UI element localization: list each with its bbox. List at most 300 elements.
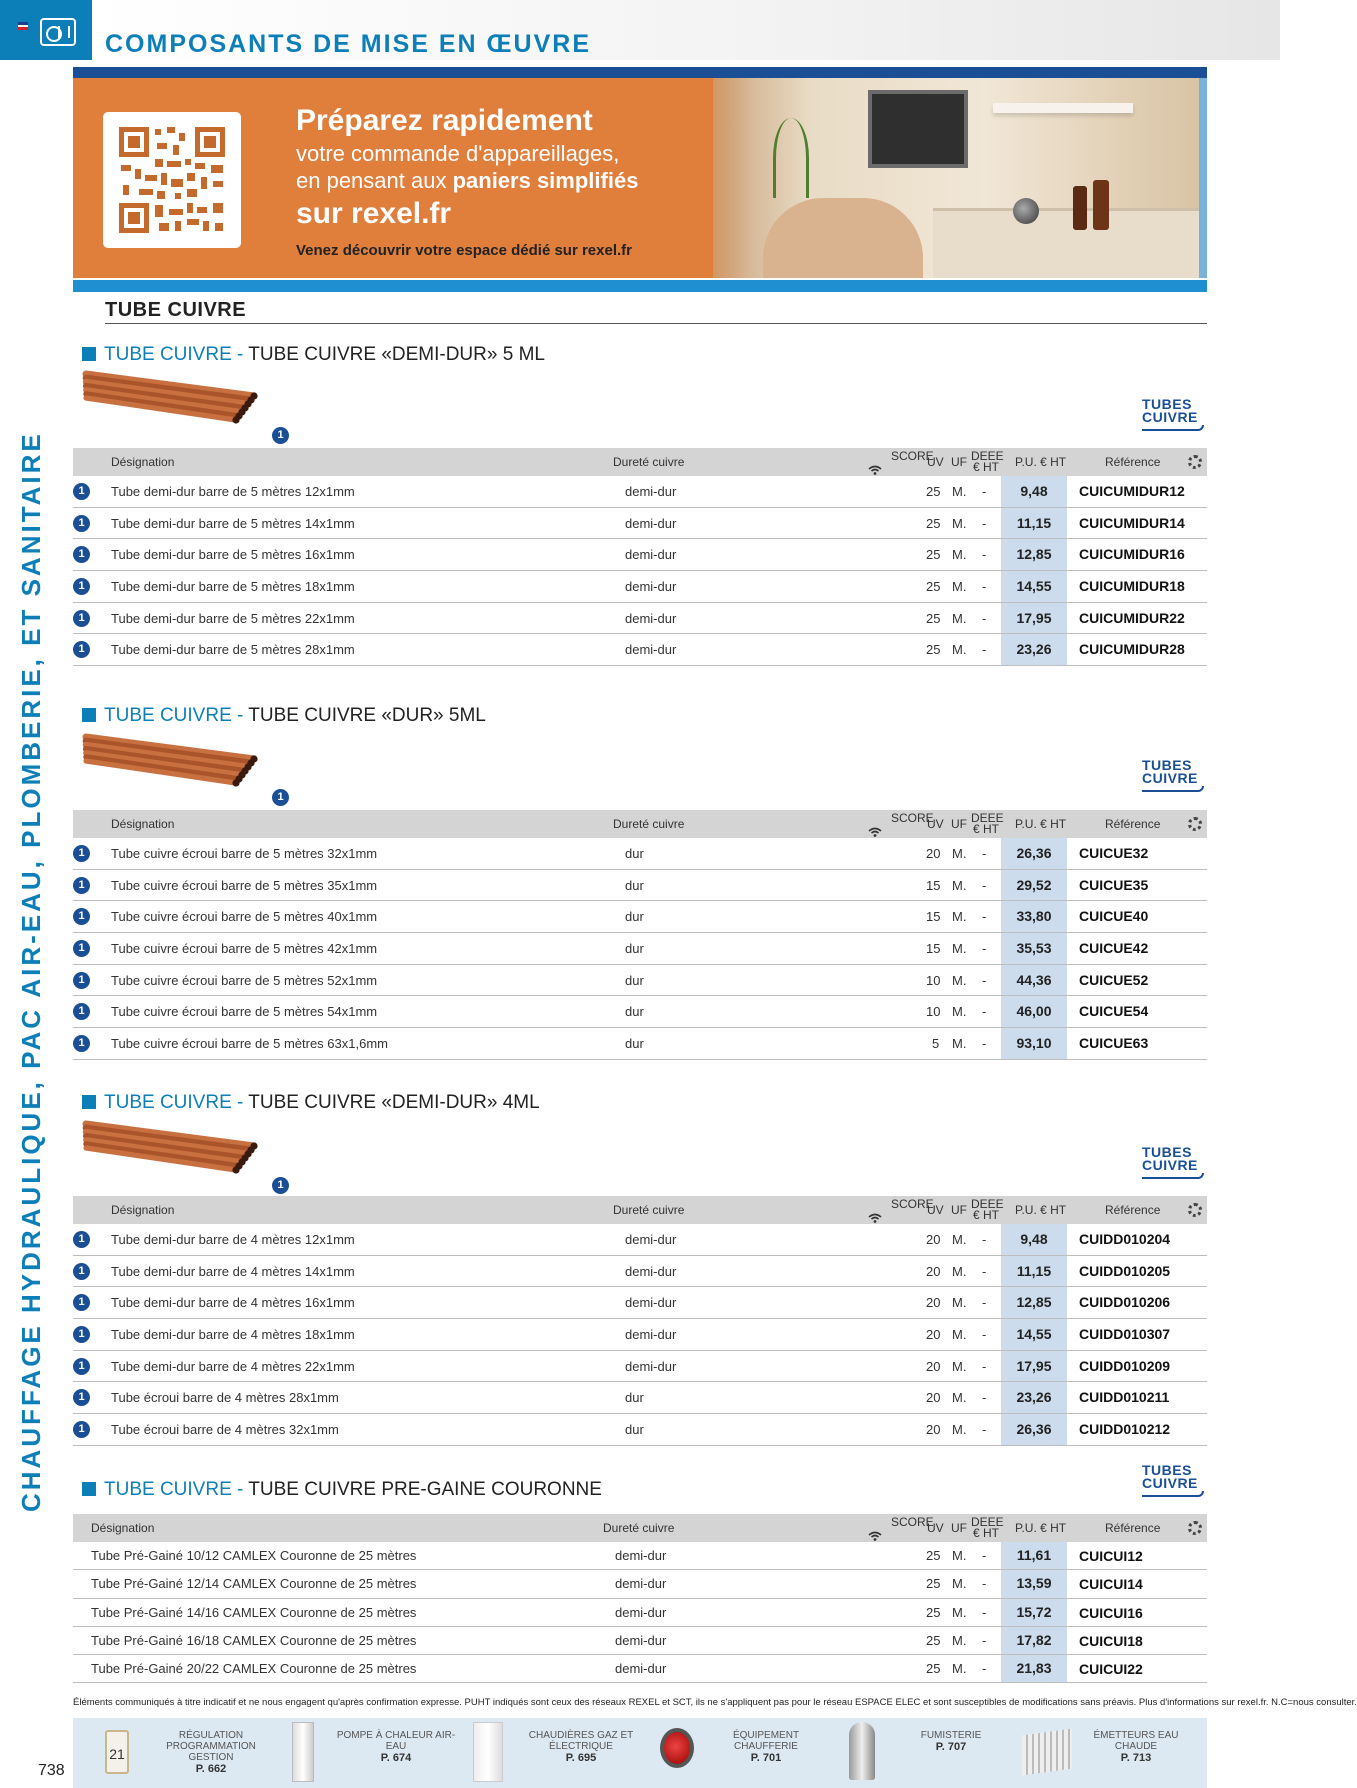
promo-headline: Préparez rapidement	[296, 104, 593, 137]
footer-link[interactable]	[276, 1718, 456, 1788]
table-row[interactable]	[73, 1570, 1207, 1598]
col-designation: Désignation	[111, 455, 175, 469]
col-deee	[971, 811, 1004, 836]
row-uv: 25	[926, 1548, 941, 1563]
row-reference[interactable]: CUIDD010212	[1079, 1421, 1171, 1438]
row-reference[interactable]: CUICUE32	[1079, 845, 1149, 861]
col-uf: UF	[951, 455, 967, 469]
row-deee: -	[982, 1232, 987, 1247]
section-category: TUBE CUIVRE	[104, 344, 232, 365]
table-row[interactable]	[73, 476, 1207, 508]
row-uf: M.	[952, 579, 967, 595]
promo-banner[interactable]	[73, 78, 1207, 278]
row-uv: 15	[926, 941, 941, 957]
product-badge: 1	[272, 1177, 289, 1194]
row-deee: -	[982, 1004, 987, 1020]
col-reference: Référence	[1105, 1521, 1161, 1535]
row-badge: 1	[73, 1389, 90, 1406]
row-reference[interactable]: CUICUE35	[1079, 876, 1149, 893]
table-row[interactable]	[73, 965, 1207, 997]
col-eco-score	[891, 449, 934, 463]
row-reference[interactable]: CUIDD010206	[1079, 1294, 1171, 1311]
window-strip	[1199, 78, 1207, 278]
row-durete: demi-dur	[625, 1327, 677, 1343]
table-row[interactable]	[73, 634, 1207, 666]
row-deee: -	[982, 1358, 987, 1374]
row-price: 23,26	[1001, 634, 1067, 665]
row-price: 93,10	[1001, 1028, 1067, 1059]
row-durete: dur	[625, 1390, 644, 1406]
row-uv: 20	[926, 1390, 941, 1406]
sphere-picture	[1013, 198, 1039, 224]
row-reference[interactable]: CUICUMIDUR16	[1079, 546, 1185, 563]
row-designation: Tube demi-dur barre de 4 mètres 14x1mm	[111, 1263, 355, 1279]
row-uv: 25	[926, 610, 941, 626]
row-uf: M.	[952, 909, 967, 925]
tubes-cuivre-logo	[1142, 398, 1210, 438]
col-eco-score	[891, 1197, 934, 1211]
row-price: 14,55	[1001, 571, 1067, 602]
footer-link-page: P. 713	[1120, 1752, 1152, 1764]
row-durete: dur	[625, 941, 644, 957]
section-category: TUBE CUIVRE	[104, 1479, 232, 1500]
table-row[interactable]	[73, 901, 1207, 933]
row-price: 17,95	[1001, 1351, 1067, 1382]
row-deee: -	[982, 1576, 987, 1592]
row-deee: -	[982, 579, 987, 595]
row-durete: demi-dur	[625, 484, 677, 499]
col-uv: UV	[927, 1203, 944, 1217]
row-uv: 15	[926, 877, 941, 893]
row-uv: 25	[926, 484, 941, 499]
settings-icon[interactable]	[1188, 1521, 1202, 1535]
row-uv: 25	[926, 1604, 941, 1620]
row-uv: 25	[926, 547, 941, 563]
row-deee: -	[982, 1036, 987, 1052]
product-table	[73, 1196, 1207, 1446]
section-marker	[82, 708, 96, 722]
row-uf: M.	[952, 941, 967, 957]
promo-cta[interactable]: Venez découvrir votre espace dédié sur rexel.fr	[296, 242, 632, 259]
row-durete: dur	[625, 1036, 644, 1052]
footer-link-label	[521, 1730, 641, 1764]
col-deee	[971, 1197, 1004, 1222]
row-reference[interactable]: CUICUE52	[1079, 971, 1149, 988]
section-category: TUBE CUIVRE	[104, 705, 232, 726]
row-uv: 20	[926, 1295, 941, 1311]
col-uv: UV	[927, 1521, 944, 1535]
copper-tube-image	[84, 1120, 274, 1180]
row-designation: Tube demi-dur barre de 4 mètres 16x1mm	[111, 1295, 355, 1311]
row-deee: -	[982, 1422, 987, 1438]
table-header	[73, 448, 1207, 476]
product-table	[73, 1514, 1207, 1683]
brand-underline	[1142, 425, 1204, 431]
section-separator: -	[231, 705, 249, 726]
row-uv: 20	[926, 1327, 941, 1343]
col-durete: Dureté cuivre	[613, 1203, 685, 1217]
row-designation: Tube demi-dur barre de 5 mètres 12x1mm	[111, 484, 355, 499]
row-badge: 1	[73, 972, 90, 989]
row-uf: M.	[952, 1632, 967, 1648]
table-row[interactable]	[73, 1224, 1207, 1256]
armchair-picture	[763, 198, 923, 278]
row-uv: 25	[926, 1632, 941, 1648]
subsection-rule	[105, 323, 1207, 324]
settings-icon[interactable]	[1188, 817, 1202, 831]
subsection-title: TUBE CUIVRE	[105, 299, 247, 321]
row-deee: -	[982, 1661, 987, 1677]
col-price: P.U. € HT	[1015, 455, 1067, 469]
footer-nav	[73, 1718, 1207, 1788]
row-uf: M.	[952, 515, 967, 531]
row-durete: demi-dur	[615, 1604, 667, 1620]
row-designation: Tube demi-dur barre de 4 mètres 22x1mm	[111, 1358, 355, 1374]
col-price: P.U. € HT	[1015, 1203, 1067, 1217]
col-uv: UV	[927, 455, 944, 469]
footer-label-text: ÉMETTEURS EAU CHAUDE	[1093, 1730, 1179, 1752]
brand-underline	[1142, 786, 1204, 792]
row-reference[interactable]: CUICUI18	[1079, 1632, 1143, 1649]
col-deee	[971, 449, 1004, 474]
row-durete: demi-dur	[625, 1358, 677, 1374]
row-reference[interactable]: CUICUE54	[1079, 1003, 1149, 1020]
section-marker	[82, 1482, 96, 1496]
row-price: 29,52	[1001, 870, 1067, 901]
row-price: 13,59	[1001, 1570, 1067, 1597]
table-row[interactable]	[73, 1256, 1207, 1288]
row-durete: demi-dur	[625, 515, 677, 531]
brand-underline	[1142, 1173, 1204, 1179]
row-price: 35,53	[1001, 933, 1067, 964]
col-eco-line: SCORE	[891, 811, 934, 825]
plant-picture	[773, 118, 809, 198]
row-badge: 1	[73, 845, 90, 862]
copper-tube-image	[84, 733, 274, 793]
col-eco-line: SCORE	[891, 449, 934, 463]
copper-tube-image	[84, 370, 274, 430]
row-deee: -	[982, 877, 987, 893]
tubes-cuivre-logo	[1142, 759, 1210, 799]
row-durete: dur	[625, 846, 644, 861]
brand-line: TUBES	[1142, 757, 1192, 773]
row-durete: demi-dur	[625, 1263, 677, 1279]
row-designation: Tube cuivre écroui barre de 5 mètres 42x1mm	[111, 941, 378, 957]
row-designation: Tube cuivre écroui barre de 5 mètres 52x1mm	[111, 972, 378, 988]
row-price: 33,80	[1001, 901, 1067, 932]
col-deee-line: € HT	[972, 460, 999, 474]
row-badge: 1	[73, 940, 90, 957]
row-deee: -	[982, 1548, 987, 1563]
row-designation: Tube écroui barre de 4 mètres 32x1mm	[111, 1422, 339, 1438]
vase-picture	[1073, 186, 1087, 230]
row-deee: -	[982, 1263, 987, 1279]
row-uv: 15	[926, 909, 941, 925]
row-uf: M.	[952, 1036, 967, 1052]
row-badge: 1	[73, 546, 90, 563]
footer-link-page: P. 662	[195, 1763, 227, 1775]
table-row[interactable]	[73, 933, 1207, 965]
row-reference[interactable]: CUIDD010204	[1079, 1231, 1171, 1247]
row-uf: M.	[952, 484, 967, 499]
section-heading	[82, 1092, 540, 1114]
col-uv: UV	[927, 817, 944, 831]
heat-pump-icon	[40, 18, 76, 46]
col-deee-line: € HT	[972, 1208, 999, 1222]
row-designation: Tube demi-dur barre de 5 mètres 22x1mm	[111, 610, 355, 626]
row-uf: M.	[952, 1604, 967, 1620]
section-marker	[82, 1095, 96, 1109]
row-uf: M.	[952, 1661, 967, 1677]
footer-link-page: P. 707	[935, 1741, 967, 1753]
row-reference[interactable]: CUICUI22	[1079, 1661, 1143, 1678]
row-price: 9,48	[1001, 1224, 1067, 1255]
row-uf: M.	[952, 1390, 967, 1406]
row-uf: M.	[952, 642, 967, 658]
footer-thumbnail	[91, 1722, 151, 1778]
table-header	[73, 810, 1207, 838]
row-price: 9,48	[1001, 476, 1067, 507]
col-reference: Référence	[1105, 817, 1161, 831]
row-designation: Tube demi-dur barre de 5 mètres 18x1mm	[111, 579, 355, 595]
row-badge: 1	[73, 1294, 90, 1311]
row-durete: dur	[625, 877, 644, 893]
row-durete: dur	[625, 1422, 644, 1438]
row-reference[interactable]: CUICUI16	[1079, 1604, 1143, 1621]
row-price: 17,95	[1001, 603, 1067, 634]
row-reference[interactable]: CUICUE63	[1079, 1035, 1149, 1052]
row-price: 12,85	[1001, 1287, 1067, 1318]
row-uf: M.	[952, 972, 967, 988]
row-reference[interactable]: CUIDD010211	[1079, 1389, 1170, 1406]
row-designation: Tube demi-dur barre de 5 mètres 14x1mm	[111, 515, 355, 531]
row-price: 26,36	[1001, 1414, 1067, 1445]
settings-icon[interactable]	[1188, 455, 1202, 469]
table-row[interactable]	[73, 571, 1207, 603]
col-uf: UF	[951, 817, 967, 831]
row-deee: -	[982, 610, 987, 626]
row-uf: M.	[952, 1004, 967, 1020]
row-deee: -	[982, 1604, 987, 1620]
row-reference[interactable]: CUICUE40	[1079, 908, 1149, 925]
footer-link[interactable]	[831, 1718, 1011, 1788]
row-durete: demi-dur	[625, 610, 677, 626]
footer-thumbnail	[461, 1722, 521, 1778]
col-durete: Dureté cuivre	[613, 817, 685, 831]
tv-picture	[868, 90, 968, 168]
row-durete: demi-dur	[625, 1295, 677, 1311]
row-badge: 1	[73, 1326, 90, 1343]
promo-site[interactable]: sur rexel.fr	[296, 197, 452, 230]
row-durete: demi-dur	[625, 1232, 677, 1247]
table-row[interactable]	[73, 1414, 1207, 1446]
row-designation: Tube cuivre écroui barre de 5 mètres 40x1mm	[111, 909, 378, 925]
table-row[interactable]	[73, 1542, 1207, 1570]
flag-icon	[18, 22, 28, 30]
row-durete: demi-dur	[625, 642, 677, 658]
footer-thumbnail	[1016, 1722, 1076, 1778]
row-uf: M.	[952, 846, 967, 861]
banner-fade	[643, 78, 753, 278]
chapter-side-label: CHAUFFAGE HYDRAULIQUE, PAC AIR-EAU, PLOMBERIE, ET SANITAIRE	[16, 431, 46, 1512]
row-badge: 1	[73, 1263, 90, 1280]
section-category: TUBE CUIVRE	[104, 1092, 232, 1113]
row-reference[interactable]: CUICUMIDUR14	[1079, 514, 1185, 531]
row-uf: M.	[952, 1422, 967, 1438]
section-product: TUBE CUIVRE «DEMI-DUR» 4ML	[248, 1092, 540, 1113]
row-designation: Tube cuivre écroui barre de 5 mètres 32x1mm	[111, 846, 378, 861]
row-deee: -	[982, 972, 987, 988]
row-uv: 20	[926, 1422, 941, 1438]
col-deee-line: DEEE	[971, 1197, 1004, 1211]
table-row[interactable]	[73, 1028, 1207, 1060]
row-durete: demi-dur	[615, 1632, 667, 1648]
row-reference[interactable]: CUIDD010209	[1079, 1357, 1171, 1374]
row-uf: M.	[952, 547, 967, 563]
header-divider	[73, 67, 1207, 78]
footer-link[interactable]	[461, 1718, 641, 1788]
row-uf: M.	[952, 1232, 967, 1247]
row-uf: M.	[952, 1576, 967, 1592]
footer-label-text: POMPE À CHALEUR AIR-EAU	[336, 1730, 456, 1752]
table-row[interactable]	[73, 1351, 1207, 1383]
row-deee: -	[982, 1390, 987, 1406]
row-deee: -	[982, 642, 987, 658]
row-durete: dur	[625, 1004, 644, 1020]
row-designation: Tube demi-dur barre de 4 mètres 12x1mm	[111, 1232, 355, 1247]
row-uv: 25	[926, 579, 941, 595]
table-row[interactable]	[73, 838, 1207, 870]
row-badge: 1	[73, 908, 90, 925]
col-eco-score	[891, 1515, 934, 1529]
col-deee-line: € HT	[972, 822, 999, 836]
row-reference[interactable]: CUICUE42	[1079, 940, 1149, 957]
row-price: 11,15	[1001, 508, 1067, 539]
qr-code-icon[interactable]	[98, 107, 246, 253]
row-designation: Tube Pré-Gainé 16/18 CAMLEX Couronne de 25 mètres	[91, 1632, 417, 1648]
col-designation: Désignation	[111, 817, 175, 831]
col-durete: Dureté cuivre	[613, 455, 685, 469]
row-uf: M.	[952, 1548, 967, 1563]
row-reference[interactable]: CUIDD010205	[1079, 1262, 1171, 1279]
table-row[interactable]	[73, 1599, 1207, 1627]
row-price: 44,36	[1001, 965, 1067, 996]
row-durete: demi-dur	[615, 1661, 667, 1677]
row-price: 11,61	[1001, 1542, 1067, 1569]
flue-terminal-icon	[849, 1722, 875, 1780]
row-designation: Tube demi-dur barre de 5 mètres 16x1mm	[111, 547, 355, 563]
footer-label-text: RÉGULATION PROGRAMMATION GESTION	[166, 1730, 256, 1763]
footer-label-text: CHAUDIÈRES GAZ ET ÉLECTRIQUE	[528, 1730, 634, 1752]
product-badge: 1	[272, 789, 289, 806]
footer-label-text: FUMISTERIE	[920, 1730, 982, 1741]
row-reference[interactable]: CUICUMIDUR28	[1079, 641, 1185, 658]
row-uf: M.	[952, 1295, 967, 1311]
table-row[interactable]	[73, 996, 1207, 1028]
table-row[interactable]	[73, 1655, 1207, 1683]
col-deee-line: DEEE	[971, 1515, 1004, 1529]
table-row[interactable]	[73, 539, 1207, 571]
brand-line: CUIVRE	[1142, 1157, 1198, 1173]
row-durete: demi-dur	[615, 1576, 667, 1592]
row-reference[interactable]: CUICUMIDUR22	[1079, 609, 1185, 626]
footer-link[interactable]	[91, 1718, 271, 1788]
footer-link-page: P. 701	[750, 1752, 782, 1764]
footer-link-label	[151, 1730, 271, 1775]
section-marker	[82, 347, 96, 361]
table-row[interactable]	[73, 1287, 1207, 1319]
radiator-icon	[1022, 1728, 1072, 1775]
row-price: 17,82	[1001, 1627, 1067, 1654]
footer-link[interactable]	[1016, 1718, 1196, 1788]
section-separator: -	[231, 1479, 249, 1500]
table-row[interactable]	[73, 603, 1207, 635]
row-badge: 1	[73, 1231, 90, 1248]
settings-icon[interactable]	[1188, 1203, 1202, 1217]
promo-line: votre commande d'appareillages,	[296, 141, 620, 166]
row-reference[interactable]: CUIDD010307	[1079, 1326, 1171, 1343]
table-row[interactable]	[73, 1319, 1207, 1351]
row-badge: 1	[73, 877, 90, 894]
row-uf: M.	[952, 1358, 967, 1374]
row-designation: Tube cuivre écroui barre de 5 mètres 54x1mm	[111, 1004, 378, 1020]
col-price: P.U. € HT	[1015, 817, 1067, 831]
row-designation: Tube cuivre écroui barre de 5 mètres 35x1mm	[111, 877, 378, 893]
footer-thumbnail	[276, 1722, 336, 1778]
row-reference[interactable]: CUICUI12	[1079, 1548, 1143, 1564]
footer-link-label	[336, 1730, 456, 1764]
row-uv: 20	[926, 1232, 941, 1247]
row-reference[interactable]: CUICUMIDUR18	[1079, 578, 1185, 595]
table-row[interactable]	[73, 870, 1207, 902]
row-badge: 1	[73, 578, 90, 595]
col-uf: UF	[951, 1203, 967, 1217]
brand-line: CUIVRE	[1142, 770, 1198, 786]
row-uf: M.	[952, 877, 967, 893]
row-durete: demi-dur	[615, 1548, 667, 1563]
table-row[interactable]	[73, 1627, 1207, 1655]
row-uv: 10	[926, 1004, 941, 1020]
row-designation: Tube cuivre écroui barre de 5 mètres 63x1,6mm	[111, 1036, 388, 1052]
footer-label-text: ÉQUIPEMENT CHAUFFERIE	[732, 1730, 800, 1752]
cabinet-picture	[933, 208, 1207, 278]
row-badge: 1	[73, 641, 90, 658]
footer-link-page: P. 695	[565, 1752, 597, 1764]
brand-line: CUIVRE	[1142, 409, 1198, 425]
row-price: 26,36	[1001, 838, 1067, 869]
table-row[interactable]	[73, 508, 1207, 540]
footer-link-label	[891, 1730, 1011, 1753]
row-deee: -	[982, 515, 987, 531]
table-row[interactable]	[73, 1382, 1207, 1414]
section-separator: -	[231, 1092, 249, 1113]
row-deee: -	[982, 846, 987, 861]
row-deee: -	[982, 941, 987, 957]
row-designation: Tube Pré-Gainé 10/12 CAMLEX Couronne de 25 mètres	[91, 1548, 417, 1563]
col-reference: Référence	[1105, 1203, 1161, 1217]
product-badge: 1	[272, 427, 289, 444]
tubes-cuivre-logo	[1142, 1464, 1210, 1504]
footer-link[interactable]	[646, 1718, 826, 1788]
col-deee	[971, 1515, 1004, 1540]
table-header	[73, 1514, 1207, 1542]
row-durete: dur	[625, 972, 644, 988]
row-durete: demi-dur	[625, 547, 677, 563]
row-price: 12,85	[1001, 539, 1067, 570]
row-reference[interactable]: CUICUMIDUR12	[1079, 483, 1185, 499]
row-badge: 1	[73, 610, 90, 627]
row-reference[interactable]: CUICUI14	[1079, 1576, 1143, 1593]
